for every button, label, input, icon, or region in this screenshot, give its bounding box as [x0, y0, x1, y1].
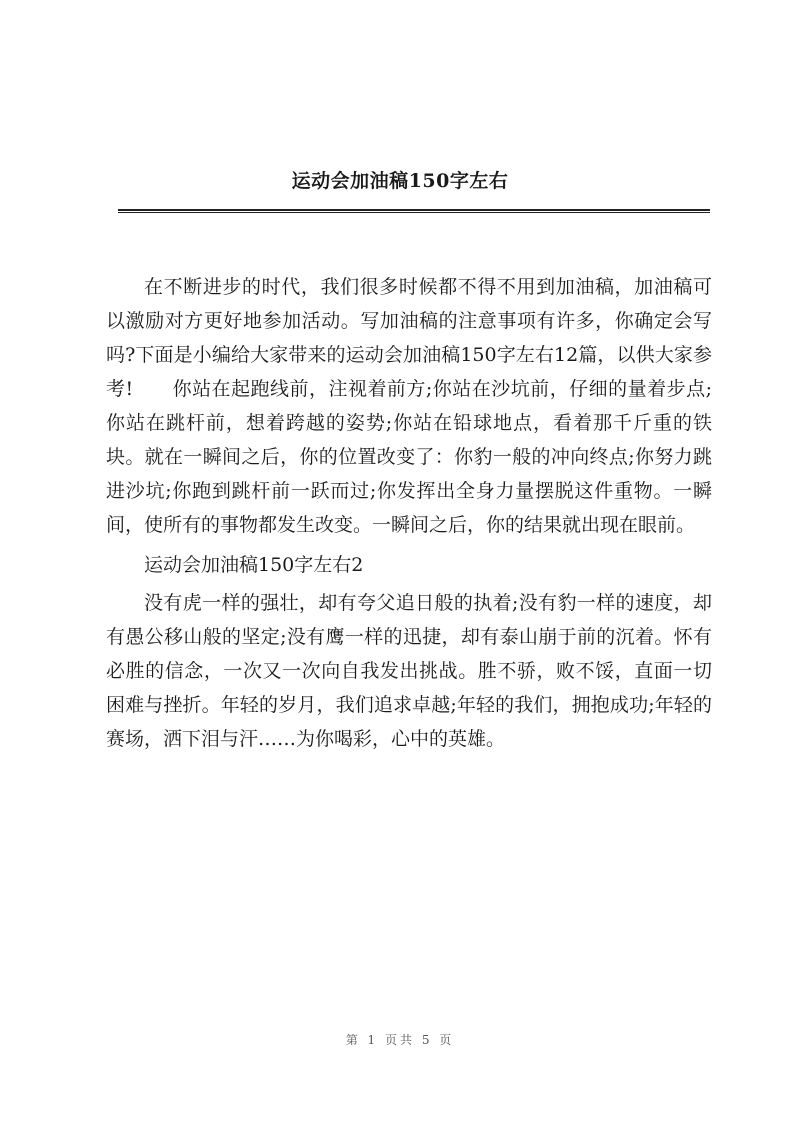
page-title: 运动会加油稿150字左右 [291, 170, 509, 192]
section-heading: 运动会加油稿150字左右2 [144, 554, 364, 576]
page-footer: 第 1 页共 5 页 [345, 1033, 455, 1047]
title-divider [118, 209, 710, 213]
paragraph-intro: 在不断进步的时代，我们很多时候都不得不用到加油稿，加油稿可以激励对方更好地参加活动。写加油稿的注意事项有许多，你确定会写吗?下面是小编给大家带来的运动会加油稿150字左右12篇，以供大家参考! 你站在起跑线前，注视着前方;你站在沙坑前，仔细的量着步点;你站在跳杆前，想着跨越的姿势;你站在铅球地点，看着那千斤重的铁块。就在一瞬间之后，你的位置改变了：你豹一般的冲向终点;你努力跳进沙坑;你跑到跳杆前一跃而过;你发挥出全身力量摆脱这件重物。一瞬间，使所有的事物都发生改变。一瞬间之后，你的结果就出现在眼前。 [106, 276, 712, 536]
paragraph-second: 没有虎一样的强壮，却有夸父追日般的执着;没有豹一样的速度，却有愚公移山般的坚定;没有鹰一样的迅捷，却有泰山崩于前的沉着。怀有必胜的信念，一次又一次向自我发出挑战。胜不骄，败不馁，直面一切困难与挫折。年轻的岁月，我们追求卓越;年轻的我们，拥抱成功;年轻的赛场，洒下泪与汗……为你喝彩，心中的英雄。 [106, 592, 712, 750]
document-body [106, 270, 712, 756]
